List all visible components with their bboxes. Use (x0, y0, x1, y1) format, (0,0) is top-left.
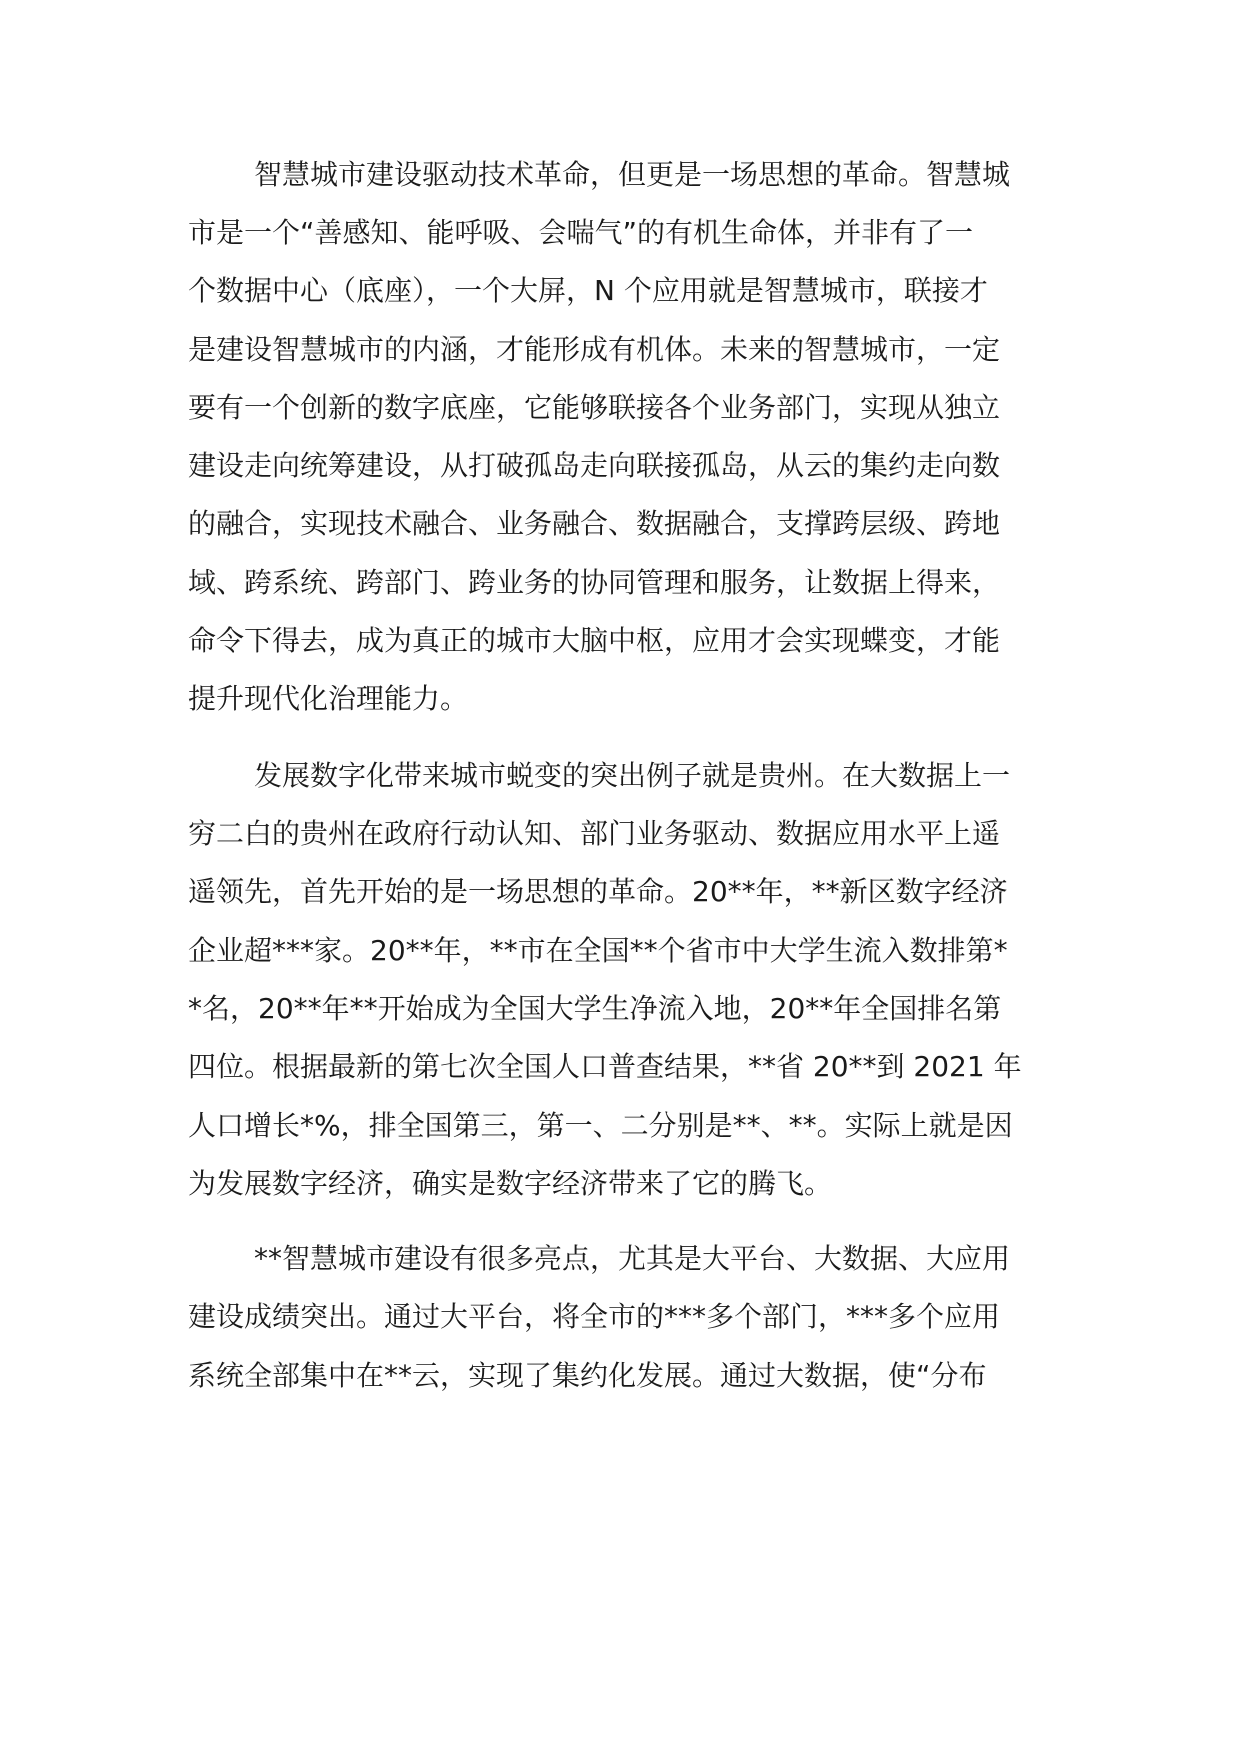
paragraph-line: 的融合，实现技术融合、业务融合、数据融合，支撑跨层级、跨地 (188, 507, 1001, 540)
paragraph-line: 个数据中心（底座），一个大屏，N 个应用就是智慧城市，联接才 (188, 274, 988, 307)
paragraph-line: 建设走向统筹建设，从打破孤岛走向联接孤岛，从云的集约走向数 (188, 449, 1001, 482)
paragraph-line: 域、跨系统、跨部门、跨业务的协同管理和服务，让数据上得来， (188, 566, 1001, 599)
paragraph-line: 命令下得去，成为真正的城市大脑中枢，应用才会实现蝶变，才能 (188, 624, 1001, 657)
paragraph-line: 是建设智慧城市的内涵，才能形成有机体。未来的智慧城市，一定 (188, 333, 1001, 366)
paragraph-line: 提升现代化治理能力。 (188, 682, 469, 715)
paragraph-line: 建设成绩突出。通过大平台，将全市的***多个部门，***多个应用 (188, 1300, 1001, 1333)
paragraph-line: 四位。根据最新的第七次全国人口普查结果，**省 20**到 2021 年 (188, 1050, 1022, 1083)
paragraph-line: 为发展数字经济，确实是数字经济带来了它的腾飞。 (188, 1167, 833, 1200)
paragraph-line: 要有一个创新的数字底座，它能够联接各个业务部门，实现从独立 (188, 391, 1001, 424)
paragraph-line: *名，20**年**开始成为全国大学生净流入地，20**年全国排名第 (188, 992, 1002, 1025)
paragraph-line: 企业超***家。20**年，**市在全国**个省市中大学生流入数排第* (188, 934, 1008, 967)
paragraph-line: 穷二白的贵州在政府行动认知、部门业务驱动、数据应用水平上遥 (188, 817, 1001, 850)
paragraph-line: 智慧城市建设驱动技术革命，但更是一场思想的革命。智慧城 (254, 158, 1011, 191)
paragraph-line: 市是一个“善感知、能呼吸、会喘气”的有机生命体，并非有了一 (188, 216, 974, 249)
paragraph-line: **智慧城市建设有很多亮点，尤其是大平台、大数据、大应用 (254, 1242, 1011, 1275)
paragraph-line: 系统全部集中在**云，实现了集约化发展。通过大数据，使“分布 (188, 1359, 987, 1392)
paragraph-line: 发展数字化带来城市蜕变的突出例子就是贵州。在大数据上一 (254, 759, 1011, 792)
paragraph-line: 人口增长*%，排全国第三，第一、二分别是**、**。实际上就是因 (188, 1109, 1013, 1142)
paragraph-line: 遥领先，首先开始的是一场思想的革命。20**年，**新区数字经济 (188, 875, 1008, 908)
